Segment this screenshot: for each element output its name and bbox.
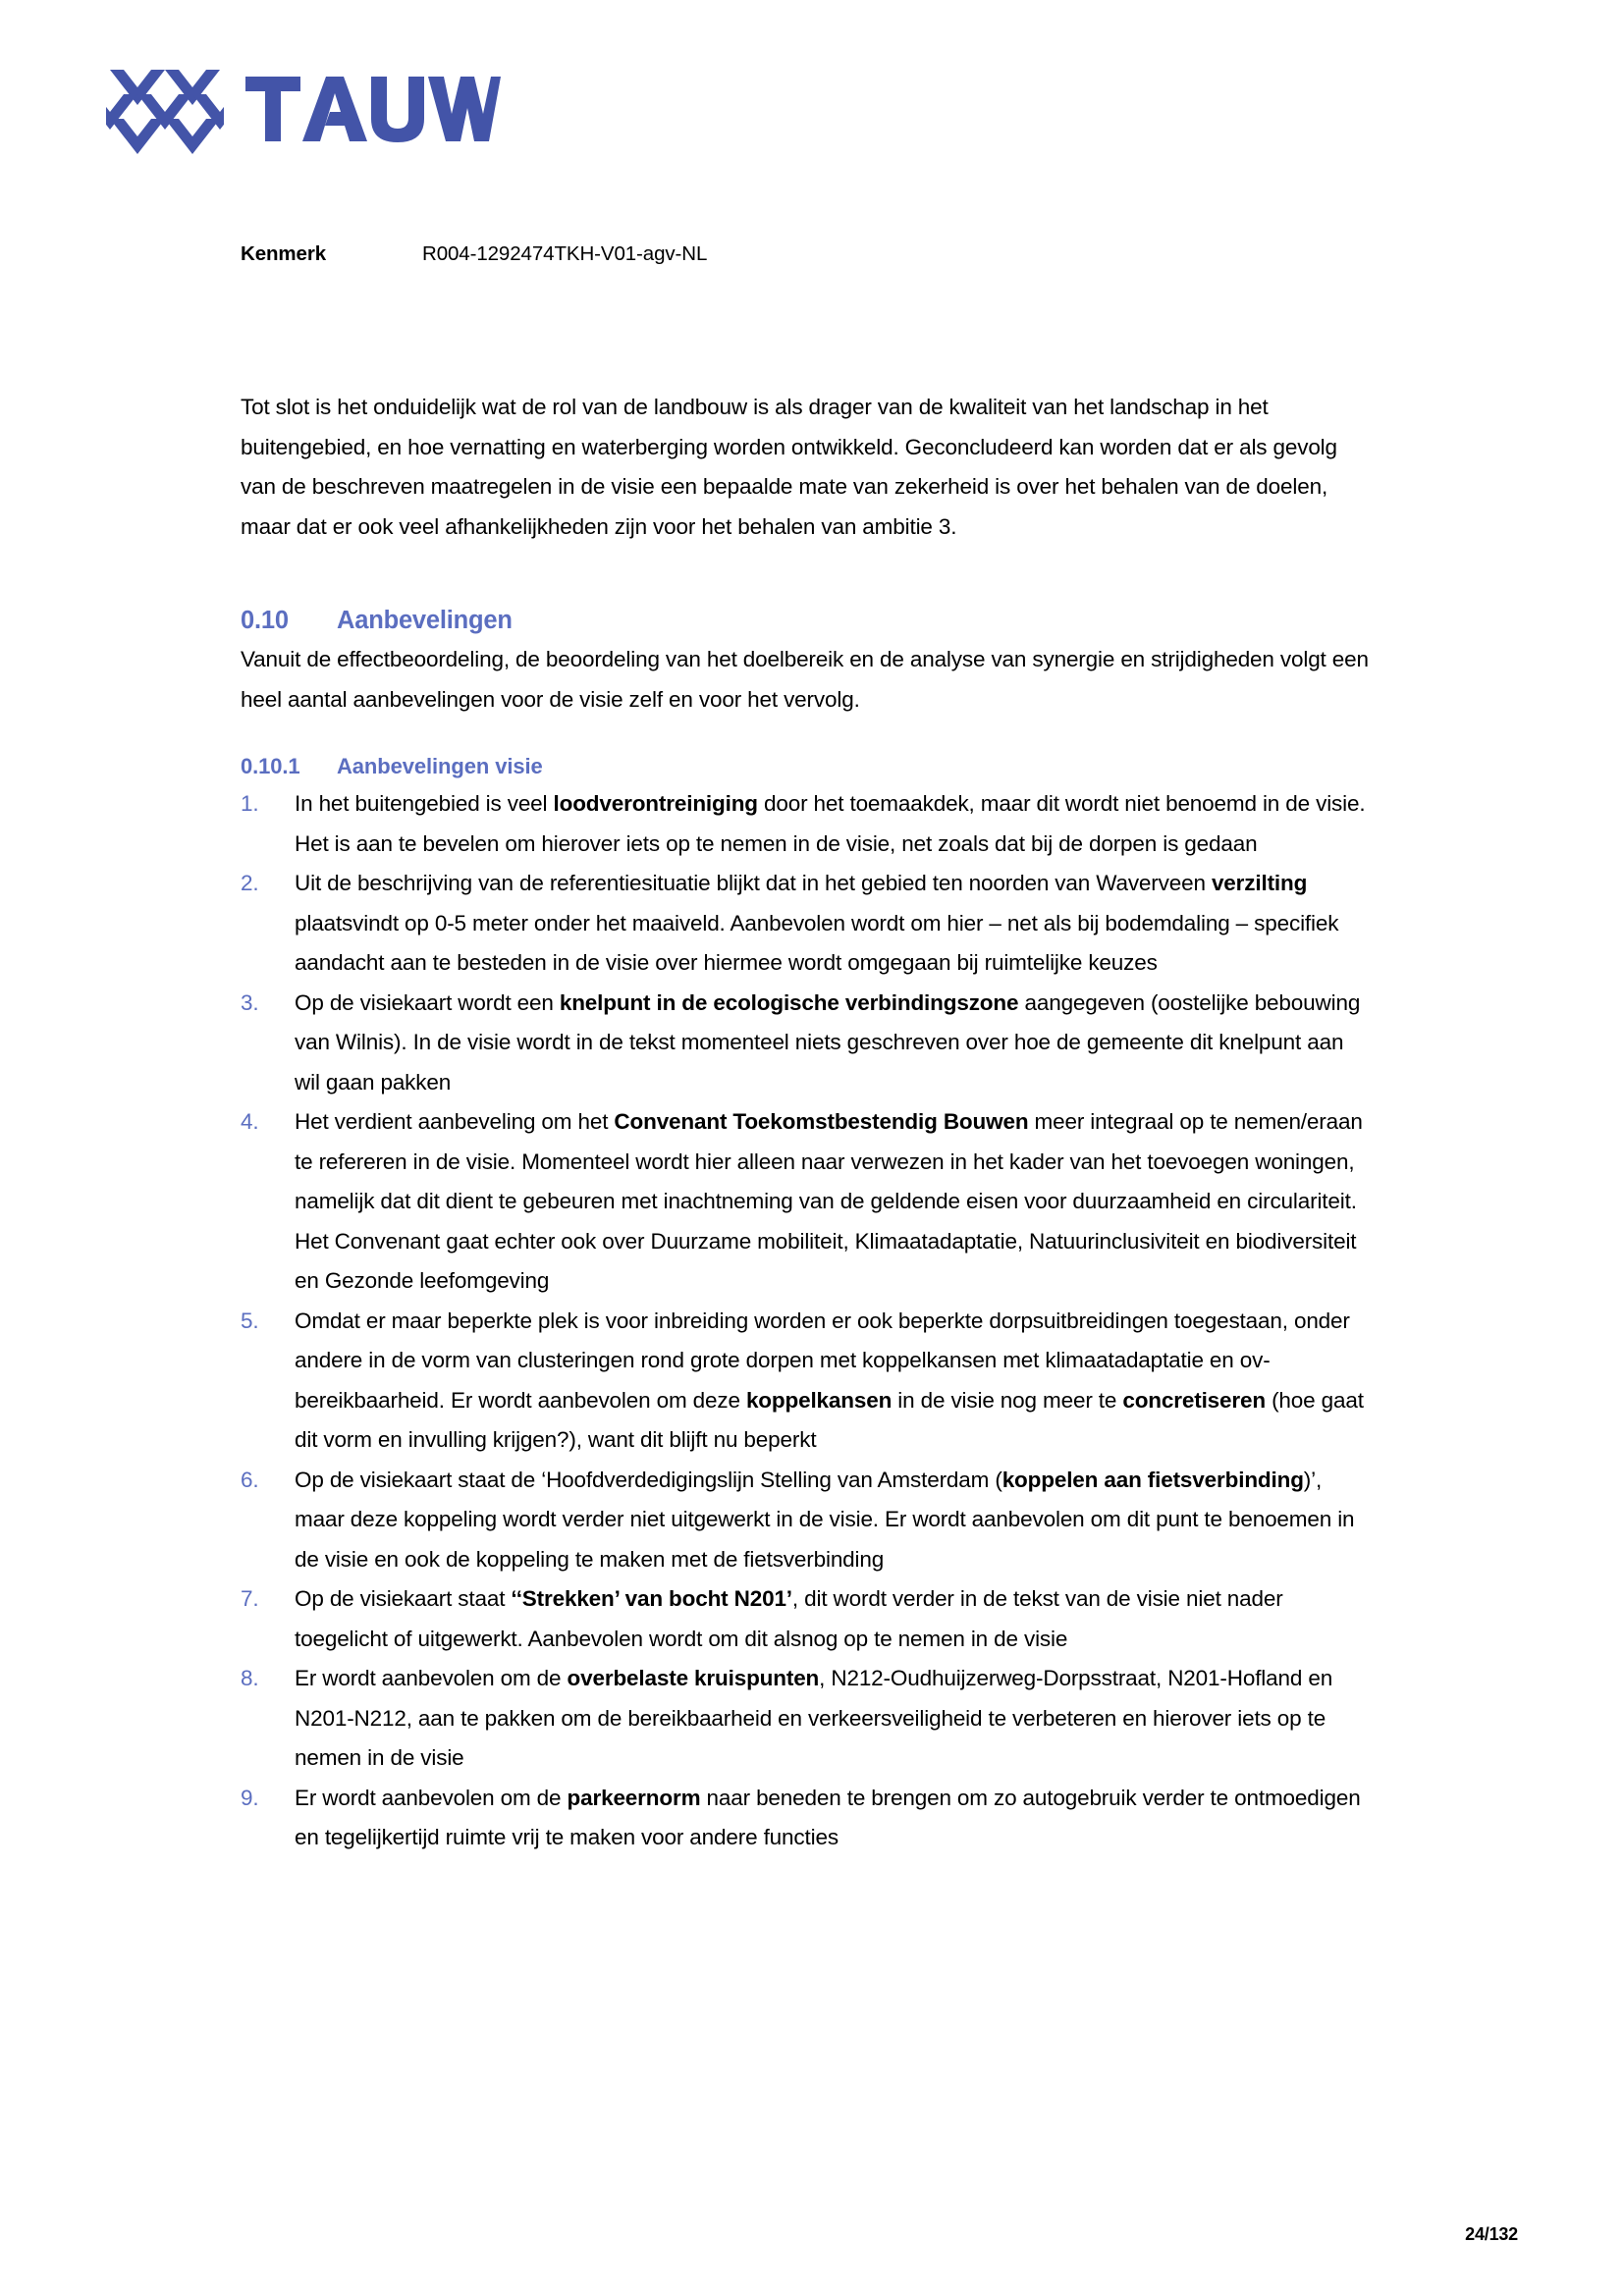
list-item-text [295, 1461, 1375, 1580]
list-item-text [295, 984, 1375, 1103]
recommendations-list [241, 784, 1375, 1858]
body-text: Uit de beschrijving van de referentiesituatie blijkt dat in het gebied ten noorden van Waverveen [295, 871, 1212, 895]
section-lead: Vanuit de effectbeoordeling, de beoordeling van het doelbereik en de analyse van synergie en strijdigheden volgt een heel aantal aanbevelingen voor de visie zelf en voor het vervolg. [241, 647, 1369, 712]
subsection-heading [241, 749, 1375, 784]
body-text: , N212-Oudhuijzerweg-Dorpsstraat, N201-Hofland en N201-N212, aan te pakken om de bereikbaarheid en verkeersveiligheid te verbeteren en hierover iets op te nemen in de visie [295, 1666, 1333, 1770]
list-item [241, 864, 1375, 984]
list-item-text [295, 1102, 1375, 1302]
tauw-chevron-mark [106, 62, 224, 155]
body-text: Op de visiekaart wordt een [295, 989, 560, 1015]
kenmerk-label: Kenmerk [241, 242, 327, 265]
section-heading [241, 601, 1375, 640]
section-title: Aanbevelingen [337, 607, 513, 634]
tauw-wordmark [245, 75, 501, 143]
emphasis-text: verzilting [1211, 871, 1308, 895]
subsection-number: 0.10.1 [241, 754, 300, 778]
body-text: Omdat er maar beperkte plek is voor inbreiding worden er ook beperkte dorpsuitbreidingen toegestaan, onder andere in de vorm van clusteringen rond grote dorpen met koppelkansen met klimaatadaptatie en ov-bereikbaarheid. Er wordt aanbevolen om deze [295, 1308, 1350, 1413]
body-text: Op de visiekaart staat [295, 1586, 512, 1611]
emphasis-text: Convenant Toekomstbestendig Bouwen [614, 1109, 1029, 1134]
emphasis-text: parkeernorm [567, 1785, 701, 1810]
list-item-text [295, 1779, 1375, 1858]
list-item [241, 1461, 1375, 1580]
body-text: Op de visiekaart staat de ‘Hoofdverdedigingslijn Stelling van Amsterdam ( [295, 1467, 1002, 1492]
body-text: Er wordt aanbevolen om de [295, 1785, 568, 1810]
list-item-marker: 1. [241, 791, 259, 816]
list-item-text [295, 864, 1375, 984]
list-item [241, 1659, 1375, 1779]
body-text: (hoe gaat dit vorm en invulling krijgen?), want dit blijft nu beperkt [295, 1387, 1364, 1452]
list-item-marker: 8. [241, 1666, 259, 1690]
emphasis-text: koppelkansen [745, 1387, 893, 1413]
body-text: Het verdient aanbeveling om het [295, 1109, 615, 1134]
list-item-text [295, 784, 1375, 864]
document-body [241, 388, 1375, 1858]
list-item-marker: 6. [241, 1467, 259, 1492]
body-text: in de visie nog meer te [892, 1387, 1123, 1413]
list-item-marker: 5. [241, 1308, 259, 1333]
tauw-logo [106, 62, 501, 155]
emphasis-text: loodverontreiniging [553, 791, 758, 816]
emphasis-text: concretiseren [1122, 1387, 1266, 1413]
list-item [241, 784, 1375, 864]
body-text: In het buitengebied is veel [295, 791, 554, 816]
list-item [241, 984, 1375, 1103]
body-text: meer integraal op te nemen/eraan te refereren in de visie. Momenteel wordt hier alleen naar verwezen in het kader van het toevoegen woningen, namelijk dat dit dient te gebeuren met inachtneming van de geldende eisen voor duurzaamheid en circulariteit. Het Convenant gaat echter ook over Duurzame mobiliteit, Klimaatadaptatie, Natuurinclusiviteit en biodiversiteit en Gezonde leefomgeving [295, 1109, 1363, 1293]
intro-paragraph: Tot slot is het onduidelijk wat de rol van de landbouw is als drager van de kwaliteit van het landschap in het buitengebied, en hoe vernatting en waterberging worden ontwikkeld. Geconcludeerd kan worden dat er als gevolg van de beschreven maatregelen in de visie een bepaalde mate van zekerheid is over het behalen van de doelen, maar dat er ook veel afhankelijkheden zijn voor het behalen van ambitie 3. [241, 395, 1337, 539]
emphasis-text: overbelaste kruispunten [567, 1666, 820, 1690]
body-text: plaatsvindt op 0-5 meter onder het maaiveld. Aanbevolen wordt om hier – net als bij bodemdaling – specifiek aandacht aan te besteden in de visie over hiermee wordt omgegaan bij ruimtelijke keuzes [295, 910, 1339, 975]
list-item-marker: 4. [241, 1109, 259, 1134]
body-text: Er wordt aanbevolen om de [295, 1666, 568, 1690]
body-text: naar beneden te brengen om zo autogebruik verder te ontmoedigen en tegelijkertijd ruimte vrij te maken voor andere functies [295, 1785, 1361, 1849]
page-number: 24/132 [1465, 2224, 1518, 2244]
list-item-marker: 3. [241, 989, 259, 1015]
body-text: )’, maar deze koppeling wordt verder niet uitgewerkt in de visie. Er wordt aanbevolen om dit punt te benoemen in de visie en ook de koppeling te maken met de fietsverbinding [295, 1467, 1355, 1572]
list-item [241, 1302, 1375, 1461]
list-item-marker: 9. [241, 1785, 259, 1810]
subsection-title: Aanbevelingen visie [337, 754, 543, 778]
spacer [241, 547, 1375, 601]
emphasis-text: ‘‘Strekken’ van bocht N201’ [511, 1586, 792, 1611]
emphasis-text: knelpunt in de ecologische verbindingszone [559, 989, 1019, 1015]
kenmerk-value: R004-1292474TKH-V01-agv-NL [422, 242, 708, 265]
list-item [241, 1579, 1375, 1659]
list-item [241, 1102, 1375, 1302]
emphasis-text: koppelen aan fietsverbinding [1001, 1467, 1304, 1492]
list-item-text [295, 1302, 1375, 1461]
list-item-marker: 2. [241, 871, 259, 895]
list-item-text [295, 1579, 1375, 1659]
spacer [241, 720, 1375, 749]
list-item [241, 1779, 1375, 1858]
list-item-text [295, 1659, 1375, 1779]
body-text: , dit wordt verder in de tekst van de visie niet nader toegelicht of uitgewerkt. Aanbevolen wordt om dit alsnog op te nemen in de visie [295, 1586, 1283, 1651]
list-item-marker: 7. [241, 1586, 259, 1611]
body-text: door het toemaakdek, maar dit wordt niet benoemd in de visie. Het is aan te bevelen om hierover iets op te nemen in de visie, net zoals dat bij de dorpen is gedaan [295, 791, 1366, 856]
section-number: 0.10 [241, 607, 289, 634]
kenmerk [241, 242, 707, 267]
body-text: aangegeven (oostelijke bebouwing van Wilnis). In de visie wordt in de tekst momenteel niets geschreven over hoe de gemeente dit knelpunt aan wil gaan pakken [295, 989, 1361, 1095]
